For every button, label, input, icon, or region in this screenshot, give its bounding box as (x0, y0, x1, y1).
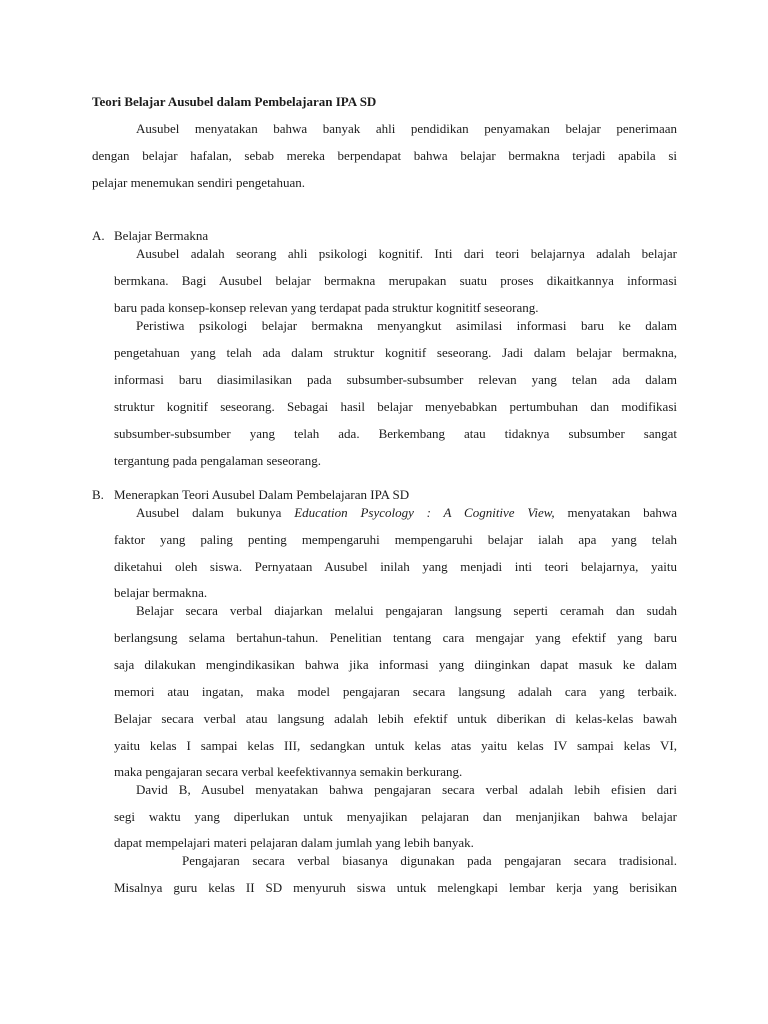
section-b-heading: Menerapkan Teori Ausubel Dalam Pembelajaran IPA SD (114, 487, 410, 502)
section-a-p2-line: informasi baru diasimilasikan pada subsumber-subsumber relevan yang telan ada dalam (114, 372, 677, 387)
section-b-p3-line: segi waktu yang diperlukan untuk menyajikan pelajaran dan menjanjikan bahwa belajar (114, 809, 677, 824)
section-b-p1-first-line (136, 505, 677, 521)
document-title: Teori Belajar Ausubel dalam Pembelajaran IPA SD (92, 94, 377, 109)
section-b-p2-line: memori atau ingatan, maka model pengajaran secara langsung adalah cara yang terbaik. (114, 684, 677, 699)
section-b-p4-line: Misalnya guru kelas II SD menyuruh siswa untuk melengkapi lembar kerja yang berisikan (114, 880, 677, 895)
section-b-p4-line: Pengajaran secara verbal biasanya digunakan pada pengajaran secara tradisional. (182, 853, 677, 868)
section-b-p1-line: belajar bermakna. (114, 585, 208, 600)
section-b-p2-line: maka pengajaran secara verbal keefektivannya semakin berkurang. (114, 764, 463, 779)
intro-line: Ausubel menyatakan bahwa banyak ahli pendidikan penyamakan belajar penerimaan (136, 121, 677, 136)
section-a-p2-line: Peristiwa psikologi belajar bermakna menyangkut asimilasi informasi baru ke dalam (136, 318, 677, 333)
section-a-p2-line: pengetahuan yang telah ada dalam struktur kognitif seseorang. Jadi dalam belajar bermakna, (114, 345, 677, 360)
section-b-p2-line: Belajar secara verbal diajarkan melalui pengajaran langsung seperti ceramah dan sudah (136, 603, 677, 618)
section-b-p1-pre: Ausubel dalam bukunya (136, 505, 282, 520)
section-a-p2-line: struktur kognitif seseorang. Sebagai hasil belajar menyebabkan pertumbuhan dan modifikasi (114, 399, 677, 414)
section-b-p2-line: berlangsung selama bertahun-tahun. Penelitian tentang cara mengajar yang efektif yang baru (114, 630, 677, 645)
section-b-p2-line: Belajar secara verbal atau langsung adalah lebih efektif untuk diberikan di kelas-kelas bawah (114, 711, 677, 726)
book-title: Education Psycology : A Cognitive View, (294, 505, 555, 520)
section-a-p2-line: subsumber-subsumber yang telah ada. Berkembang atau tidaknya subsumber sangat (114, 426, 677, 441)
section-a-p2-line: tergantung pada pengalaman seseorang. (114, 453, 321, 468)
section-b-marker: B. (92, 487, 104, 502)
section-b-p1-line: faktor yang paling penting mempengaruhi mempengaruhi belajar ialah apa yang telah (114, 532, 677, 547)
section-b-p1-line: diketahui oleh siswa. Pernyataan Ausubel inilah yang menjadi inti teori belajarnya, yaitu (114, 559, 677, 574)
section-b-p3-line: David B, Ausubel menyatakan bahwa pengajaran secara verbal adalah lebih efisien dari (136, 782, 677, 797)
section-a-p1-line: Ausubel adalah seorang ahli psikologi kognitif. Inti dari teori belajarnya adalah belajar (136, 246, 677, 261)
section-a-heading: Belajar Bermakna (114, 228, 209, 243)
section-b-p1-post: menyatakan bahwa (567, 505, 678, 520)
section-a-p1-line: baru pada konsep-konsep relevan yang terdapat pada struktur kognititf seseorang. (114, 300, 539, 315)
section-b-p2-line: yaitu kelas I sampai kelas III, sedangkan untuk kelas atas yaitu kelas IV sampai kelas VI, (114, 738, 677, 753)
section-b-p3-line: dapat mempelajari materi pelajaran dalam jumlah yang lebih banyak. (114, 835, 474, 850)
section-b-p2-line: saja dilakukan mengindikasikan bahwa jika informasi yang diinginkan dapat masuk ke dalam (114, 657, 677, 672)
intro-line: pelajar menemukan sendiri pengetahuan. (92, 175, 305, 190)
section-a-p1-line: bermkana. Bagi Ausubel belajar bermakna merupakan suatu proses dikaitkannya informasi (114, 273, 677, 288)
section-a-marker: A. (92, 228, 105, 243)
intro-line: dengan belajar hafalan, sebab mereka berpendapat bahwa belajar bermakna terjadi apabila si (92, 148, 677, 163)
